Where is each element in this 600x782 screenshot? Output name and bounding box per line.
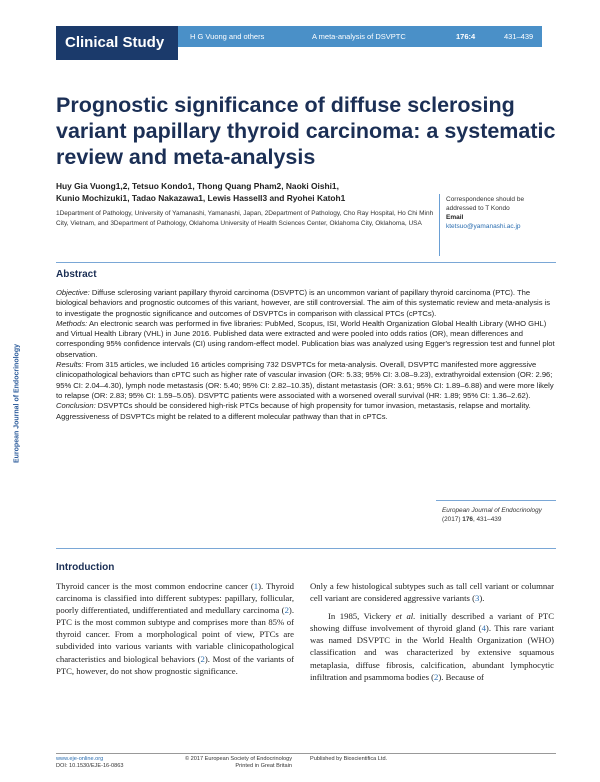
copyright: © 2017 European Society of Endocrinology	[184, 756, 292, 762]
text-run: et al.	[395, 611, 416, 622]
abstract-body	[56, 288, 556, 422]
publisher: Published by Bioscientifica Ltd.	[310, 756, 388, 762]
sidebar-journal-name: European Journal of Endocrinology	[13, 344, 21, 464]
correspondence-text: Correspondence should be addressed to T Kondo	[446, 196, 525, 212]
results-text: From 315 articles, we included 16 articles comprising 732 DSVPTCs for meta-analysis. Overall, DSVPTC manifested more aggressive clinicopathological behaviors than cPTC such as higher rate of vascular invasion (OR: 5.33; 95% CI: 3.08–9.23), extrathyroidal extension (OR: 2.96; 95% CI: 2.04–4.30), lymph node metastasis (OR: 5.40; 95% CI: 2.82–10.35), distant metastasis (OR: 3.61; 95% CI: 1.89–6.88) and were more likely to relapse (OR: 2.83; 95% CI: 1.59–5.05). DSVPTC patients were associated with a worsened overall survival (HR: 1.89; 95% CI: 1.36–2.62).	[56, 360, 554, 400]
doi: DOI: 10.1530/EJE-16-0863	[56, 763, 124, 769]
abstract-heading: Abstract	[56, 269, 97, 280]
intro-top-rule	[56, 548, 556, 549]
text-run: ). Thyroid carcinoma is classified into different subtypes: papillary, follicular, poorly differentiated, undifferentiated and medullary carcinoma (	[56, 581, 294, 616]
intro-paragraph	[56, 580, 294, 677]
author-line-2: Kunio Mochizuki1, Tadao Nakazawa1, Lewis Hassell3 and Ryohei Katoh1	[56, 193, 346, 203]
text-run: Only a few histological subtypes such as tall cell variant or columnar cell variant are considered aggressive variants (	[310, 581, 554, 604]
reference-link[interactable]: 3	[475, 593, 480, 604]
reference-link[interactable]: 2	[284, 605, 289, 616]
footer-right	[310, 756, 387, 763]
journal-sidebar	[6, 300, 28, 520]
abstract-top-rule	[56, 262, 556, 263]
citation-rule	[436, 500, 556, 501]
citation-journal: European Journal of Endocrinology	[442, 507, 542, 514]
author-list	[56, 180, 446, 204]
text-run: initially described a variant of PTC showing diffuse involvement of thyroid gland (	[310, 611, 554, 634]
text-run: ). Because of	[438, 671, 484, 682]
running-authors: H G Vuong and others	[190, 32, 265, 41]
author-line-1: Huy Gia Vuong1,2, Tetsuo Kondo1, Thong Quang Pham2, Naoki Oishi1,	[56, 181, 339, 191]
citation-volume: 176	[462, 515, 473, 523]
intro-column-1	[56, 580, 294, 677]
running-header	[178, 26, 542, 47]
intro-heading: Introduction	[56, 562, 115, 573]
text-run: ). PTC is the most common subtype and comprises more than 85% of thyroid cancer. From a morphological point of view, PTCs are subdivided into various variants with variable clinicopathological characteristics and biological behaviors (	[56, 605, 294, 664]
text-run: Thyroid cancer is the most common endocrine cancer (	[56, 581, 254, 591]
reference-link[interactable]: 2	[200, 653, 205, 664]
text-run: In 1985, Vickery	[328, 611, 396, 622]
citation-line	[442, 516, 554, 525]
text-run: ).	[479, 593, 485, 604]
citation-box	[442, 507, 554, 524]
journal-url-link[interactable]: www.eje-online.org	[56, 756, 104, 762]
section-label: Clinical Study	[56, 26, 178, 60]
correspondence-divider	[439, 194, 440, 256]
affiliations: 1Department of Pathology, University of Yamanashi, Yamanashi, Japan, 2Department of Pathology, Cho Ray Hospital, Ho Chi Minh City, Vietnam, and 3Department of Pathology, Oklahoma University of Health Sciences Center, Oklahoma City, Oklahoma, USA	[56, 210, 434, 227]
email-link[interactable]: ktetsuo@yamanashi.ac.jp	[446, 223, 521, 230]
printed-in: Printed in Great Britain	[235, 763, 292, 769]
intro-column-2	[310, 580, 554, 683]
text-run: ). Most of the variants of PTC, however, do not show prognostic significance.	[56, 653, 295, 676]
reference-link[interactable]: 4	[481, 623, 486, 634]
conclusion-label: Conclusion:	[56, 401, 96, 411]
footer-rule	[56, 753, 556, 754]
intro-paragraph	[310, 610, 554, 683]
text-run: ). This rare variant was named DSVPTC in the World Health Organization (WHO) classification and was characterized by extensive squamous metaplasia, diffuse fibrosis, calcification, abundant lymphocytic infiltration and psammoma bodies (	[310, 623, 554, 682]
reference-link[interactable]: 2	[434, 671, 439, 682]
footer-left	[56, 756, 123, 770]
correspondence-box	[446, 195, 556, 231]
citation-pages: , 431–439	[472, 515, 502, 523]
methods-text: An electronic search was performed in five libraries: PubMed, Scopus, ISI, World Health Organization Global Health Library (WHO GHL) and Virtual Health Library (VHL) in June 2016. Published data were extracted and were pooled into odds ratios (OR), mean differences and corresponding 95% confidence intervals (CI) using random-effect model. Publication bias was analyzed using Egger's regression test and funnel plot observation.	[56, 318, 555, 359]
methods-label: Methods:	[56, 318, 88, 328]
intro-paragraph	[310, 580, 554, 604]
citation-year: (2017)	[442, 515, 461, 523]
running-pages: 431–439	[504, 32, 534, 41]
email-label: Email	[446, 214, 464, 221]
results-label: Results:	[56, 360, 84, 370]
objective-label: Objective:	[56, 288, 90, 297]
objective-text: Diffuse sclerosing variant papillary thyroid carcinoma (DSVPTC) is an uncommon variant of papillary thyroid carcinoma (PTC). The biological behaviors and prognostic outcomes of this variant, however, are still controversial. The aim of this systematic review and meta-analysis is to investigate the prognostic significance and outcomes of DSVPTCs in comparison with classical PTCs (cPTCs).	[56, 288, 551, 318]
running-volume: 176:4	[456, 32, 476, 41]
reference-link[interactable]: 1	[253, 581, 259, 591]
article-title: Prognostic significance of diffuse sclerosing variant papillary thyroid carcinoma: a systematic review and meta-analysis	[56, 93, 556, 169]
footer-center	[172, 756, 292, 770]
conclusion-text: DSVPTCs should be considered high-risk PTCs because of high propensity for tumor invasion, metastasis, relapse and mortality. Aggressiveness of DSVPTCs might be related to a different molecular pathway than that in cPTCs.	[56, 401, 531, 421]
running-title: A meta-analysis of DSVPTC	[312, 32, 406, 41]
